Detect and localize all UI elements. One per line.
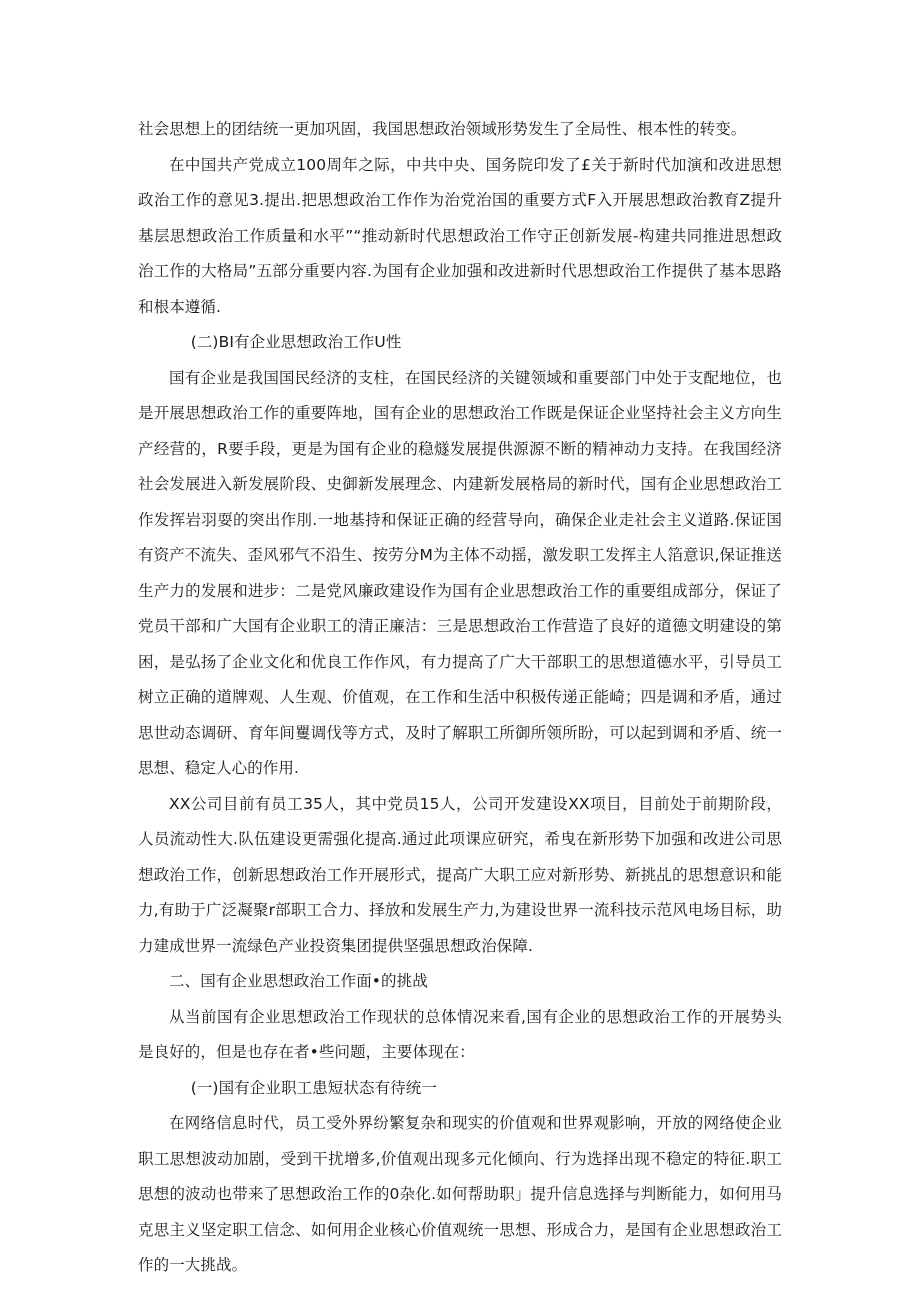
paragraph-4: XX公司目前有员工35人，其中党员15人，公司开发建设XX项目，目前处于前期阶段，人员流动性大.队伍建设更需强化提高.通过此项课应研究，希曳在新形势下加强和改进公司思想政治工作，创新思想政治工作开展形式，提高广大职工应对新形势、新挑乩的思想意识和能力,有助于广泛凝聚r部职工合力、择放和发展生产力,为建设世界一流科技示范风电场目标，助力建成世界一流绿色产业投资集团提供坚强思想政治保障. <box>138 794 782 955</box>
document-body <box>138 112 782 1284</box>
chapter-heading-2: 二、国有企业思想政治工作面•的挑战 <box>169 972 428 990</box>
paragraph-3: 国有企业是我国国民经济的支柱，在国民经济的关键领域和重要部门中处于支配地位，也是开展思想政治工作的重要阵地，国有企业的思想政治工作既是保证企业坚持社会主义方向生产经营的，R要手段，更是为国有企业的稳燧发展提供源源不断的精神动力支持。在我国经济社会发展进入新发展阶段、史御新发展理念、内建新发展格局的新时代，国有企业思想政治工作发挥岩羽耍的突出作刖.一地基持和保证正确的经营导向，确保企业走社会主义道路.保证国有资产不流失、歪风邪气不沿生、按劳分M为主体不动摇，激发职工发挥主人箔意识,保证推送生产力的发展和进步：二是党风廉政建设作为国有企业思想政治工作的重要组成部分，保证了党员干部和广大国有企业职工的清正廉洁：三是思想政治工作营造了良好的道德文明建设的第困，是弘扬了企业文化和优良工作作风，有力提高了广大干部职工的思想道德水平，引导员工树立正确的道牌观、人生观、价值观，在工作和生活中积极传递正能崎；四是调和矛盾，通过思世动态调研、育年间矍调伐等方式，及时了解职工所御所领所盼，可以起到调和矛盾、统一思想、稳定人心的作用. <box>138 368 782 777</box>
section-heading-1: (一)国有企业职工患短状态有待统一 <box>190 1078 437 1097</box>
paragraph-5: 从当前国有企业思想政治工作现状的总体情况来看,国有企业的思想政治工作的开展势头是良好的，但是也存在者•些问题，主要体现在： <box>138 1007 782 1061</box>
section-heading-2: (二)BI有企业思想政治工作U性 <box>190 333 402 351</box>
paragraph-6: 在网络信息时代，员工受外界纷繁复杂和现实的价值观和世界观影响，开放的网络使企业职工思想波动加剧，受到干扰增多,价值观出现多元化倾向、行为选择出现不稳定的特征.职工思想的波动也带来了思想政治工作的0杂化.如何帮助职」提升信息选择与判断能力，如何用马克思主义坚定职工信念、如何用企业核心价值观统一思想、形成合力，是国有企业思想政治工作的一大挑战。 <box>138 1114 782 1274</box>
paragraph-1: 社会思想上的团结统一更加巩固，我国思想政治领域形势发生了全局性、根本性的转变。 <box>138 120 747 138</box>
paragraph-2: 在中国共产党成立100周年之际，中共中央、国务院印发了£关于新时代加演和改进思想政治工作的意见3.提出.把思想政治工作作为治党治国的重要方式F入开展思想政治教育Z提升基层思想政治工作质量和水平”“推动新时代思想政治工作守正创新发展-构建共同推进思想政治工作的大格局”五部分重要内容.为国有企业加强和改进新时代思想政治工作提供了基本思路和根本遵循. <box>138 155 782 316</box>
